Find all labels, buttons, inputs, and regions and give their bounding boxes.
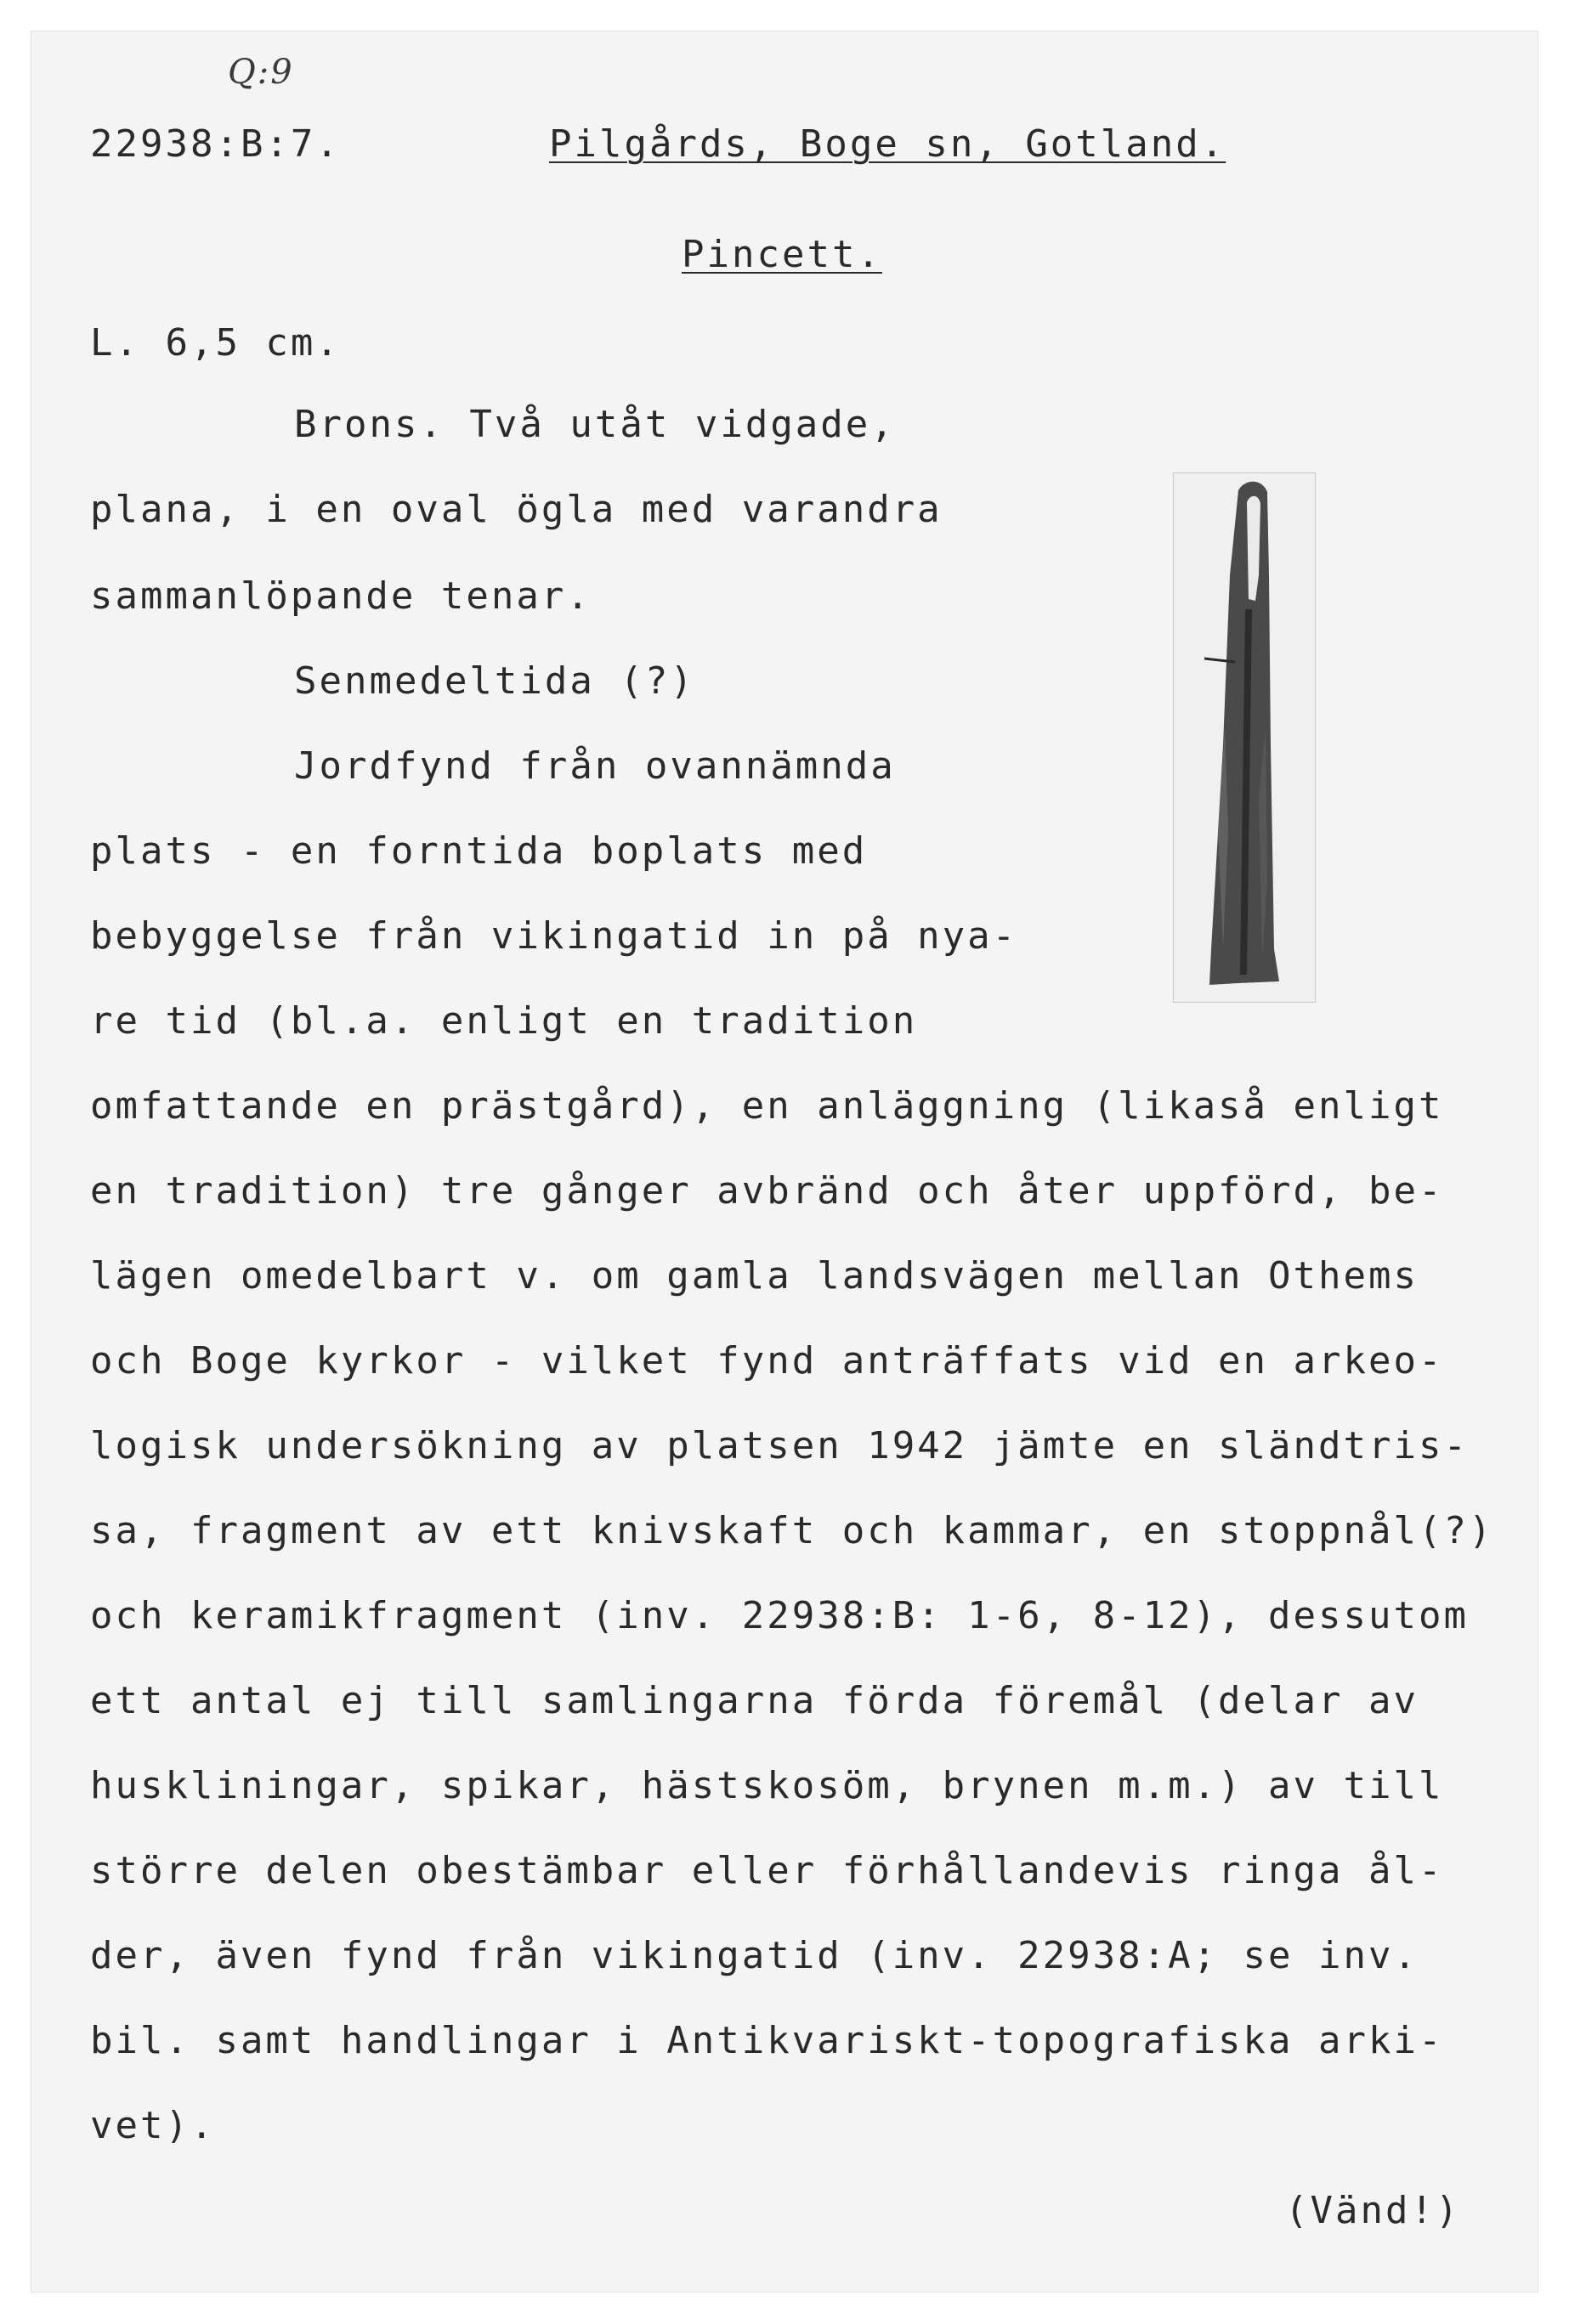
description-line: re tid (bl.a. enligt en tradition	[90, 999, 918, 1043]
description-line: omfattande en prästgård), en anläggning (likaså enligt	[90, 1084, 1444, 1128]
description-line: och keramikfragment (inv. 22938:B: 1-6, 8-12), dessutom	[90, 1594, 1469, 1637]
description-line: Brons. Två utåt vidgade,	[294, 403, 896, 446]
description-line: logisk undersökning av platsen 1942 jämte en sländtris-	[90, 1424, 1469, 1467]
description-line: der, även fynd från vikingatid (inv. 22938:A; se inv.	[90, 1934, 1419, 1977]
inventory-number: 22938:B:7.	[90, 122, 341, 166]
description-line: sa, fragment av ett knivskaft och kammar, en stoppnål(?)	[90, 1509, 1494, 1552]
description-line: lägen omedelbart v. om gamla landsvägen mellan Othems	[90, 1254, 1419, 1298]
dating-line: Senmedeltida (?)	[294, 659, 695, 703]
description-line: bebyggelse från vikingatid in på nya-	[90, 914, 1018, 958]
handwritten-mark: Q:9	[228, 53, 294, 92]
description-line: Jordfynd från ovannämnda	[294, 744, 896, 788]
description-line: sammanlöpande tenar.	[90, 574, 592, 618]
object-length: L. 6,5 cm.	[90, 321, 341, 365]
description-line: ett antal ej till samlingarna förda föremål (delar av	[90, 1679, 1419, 1722]
tweezers-photo	[1173, 472, 1316, 1003]
description-line: huskliningar, spikar, hästskosöm, brynen m.m.) av till	[90, 1764, 1444, 1807]
description-line: plats - en forntida boplats med	[90, 829, 868, 873]
turn-note: (Vänd!)	[1285, 2189, 1461, 2232]
description-line: bil. samt handlingar i Antikvariskt-topografiska arki-	[90, 2019, 1444, 2062]
description-line: vet).	[90, 2104, 216, 2147]
find-location: Pilgårds, Boge sn, Gotland.	[549, 122, 1226, 166]
description-line: större delen obestämbar eller förhållandevis ringa ål-	[90, 1849, 1444, 1892]
description-line: och Boge kyrkor - vilket fynd anträffats vid en arkeo-	[90, 1339, 1444, 1383]
tweezers-image	[1174, 473, 1315, 1002]
object-name: Pincett.	[682, 233, 882, 276]
description-line: plana, i en oval ögla med varandra	[90, 488, 943, 531]
description-line: en tradition) tre gånger avbränd och åter uppförd, be-	[90, 1169, 1444, 1213]
